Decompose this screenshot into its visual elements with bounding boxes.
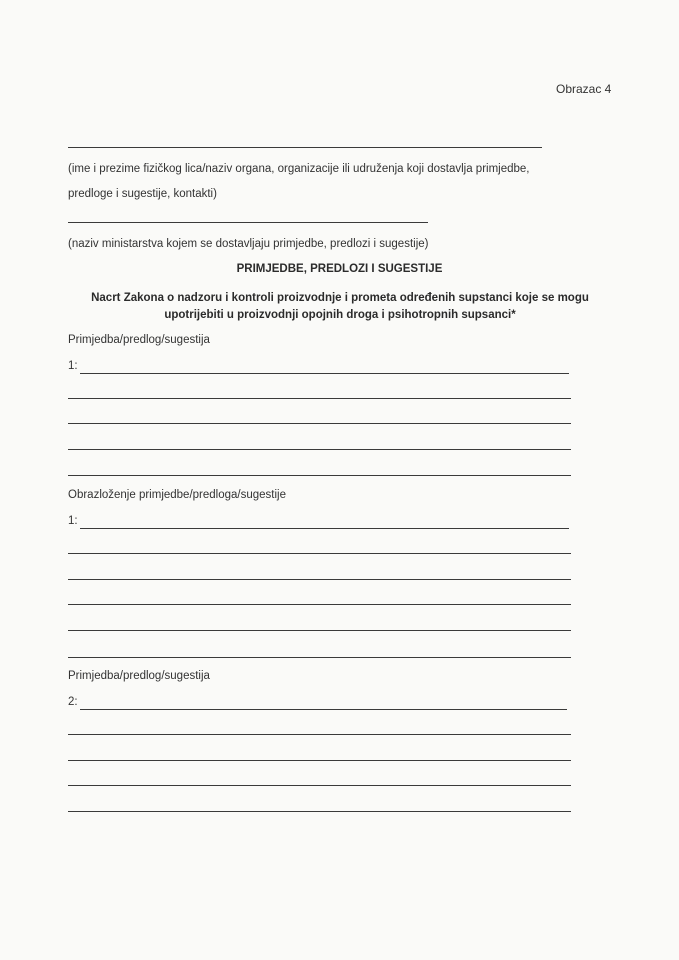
answer-line[interactable] (68, 553, 571, 554)
answer-line[interactable] (68, 604, 571, 605)
subtitle-line2: upotrijebiti u proizvodnji opojnih droga i psihotropnih supsanci* (164, 309, 516, 321)
document-title: PRIMJEDBE, PREDLOZI I SUGESTIJE (236, 263, 443, 275)
answer-line[interactable] (68, 579, 571, 580)
answer-line[interactable] (68, 657, 571, 658)
section-number-3: 2: (68, 696, 78, 708)
answer-line[interactable] (68, 398, 571, 399)
answer-line[interactable] (68, 760, 571, 761)
section-label-1: Primjedba/predlog/sugestija (68, 334, 210, 346)
section-label-2: Obrazloženje primjedbe/predloga/sugestije (68, 489, 286, 501)
answer-line[interactable] (68, 449, 571, 450)
sender-name-line[interactable] (68, 147, 542, 148)
document-subtitle (60, 290, 620, 324)
answer-line[interactable] (68, 423, 571, 424)
ministry-name-line[interactable] (68, 222, 428, 223)
sender-caption-line1: (ime i prezime fizičkog lica/naziv organa, organizacije ili udruženja koji dostavlja primjedbe, (68, 163, 530, 175)
answer-line[interactable] (80, 373, 569, 374)
section-number-1: 1: (68, 360, 78, 372)
answer-line[interactable] (80, 709, 567, 710)
answer-line[interactable] (80, 528, 569, 529)
answer-line[interactable] (68, 811, 571, 812)
answer-line[interactable] (68, 785, 571, 786)
section-label-3: Primjedba/predlog/sugestija (68, 670, 210, 682)
answer-line[interactable] (68, 475, 571, 476)
section-number-2: 1: (68, 515, 78, 527)
form-number: Obrazac 4 (556, 82, 612, 96)
ministry-caption: (naziv ministarstva kojem se dostavljaju primjedbe, predlozi i sugestije) (68, 238, 429, 250)
answer-line[interactable] (68, 734, 571, 735)
answer-line[interactable] (68, 630, 571, 631)
sender-caption-line2: predloge i sugestije, kontakti) (68, 188, 217, 200)
subtitle-line1: Nacrt Zakona o nadzoru i kontroli proizvodnje i prometa određenih supstanci koje se mogu (91, 292, 589, 304)
